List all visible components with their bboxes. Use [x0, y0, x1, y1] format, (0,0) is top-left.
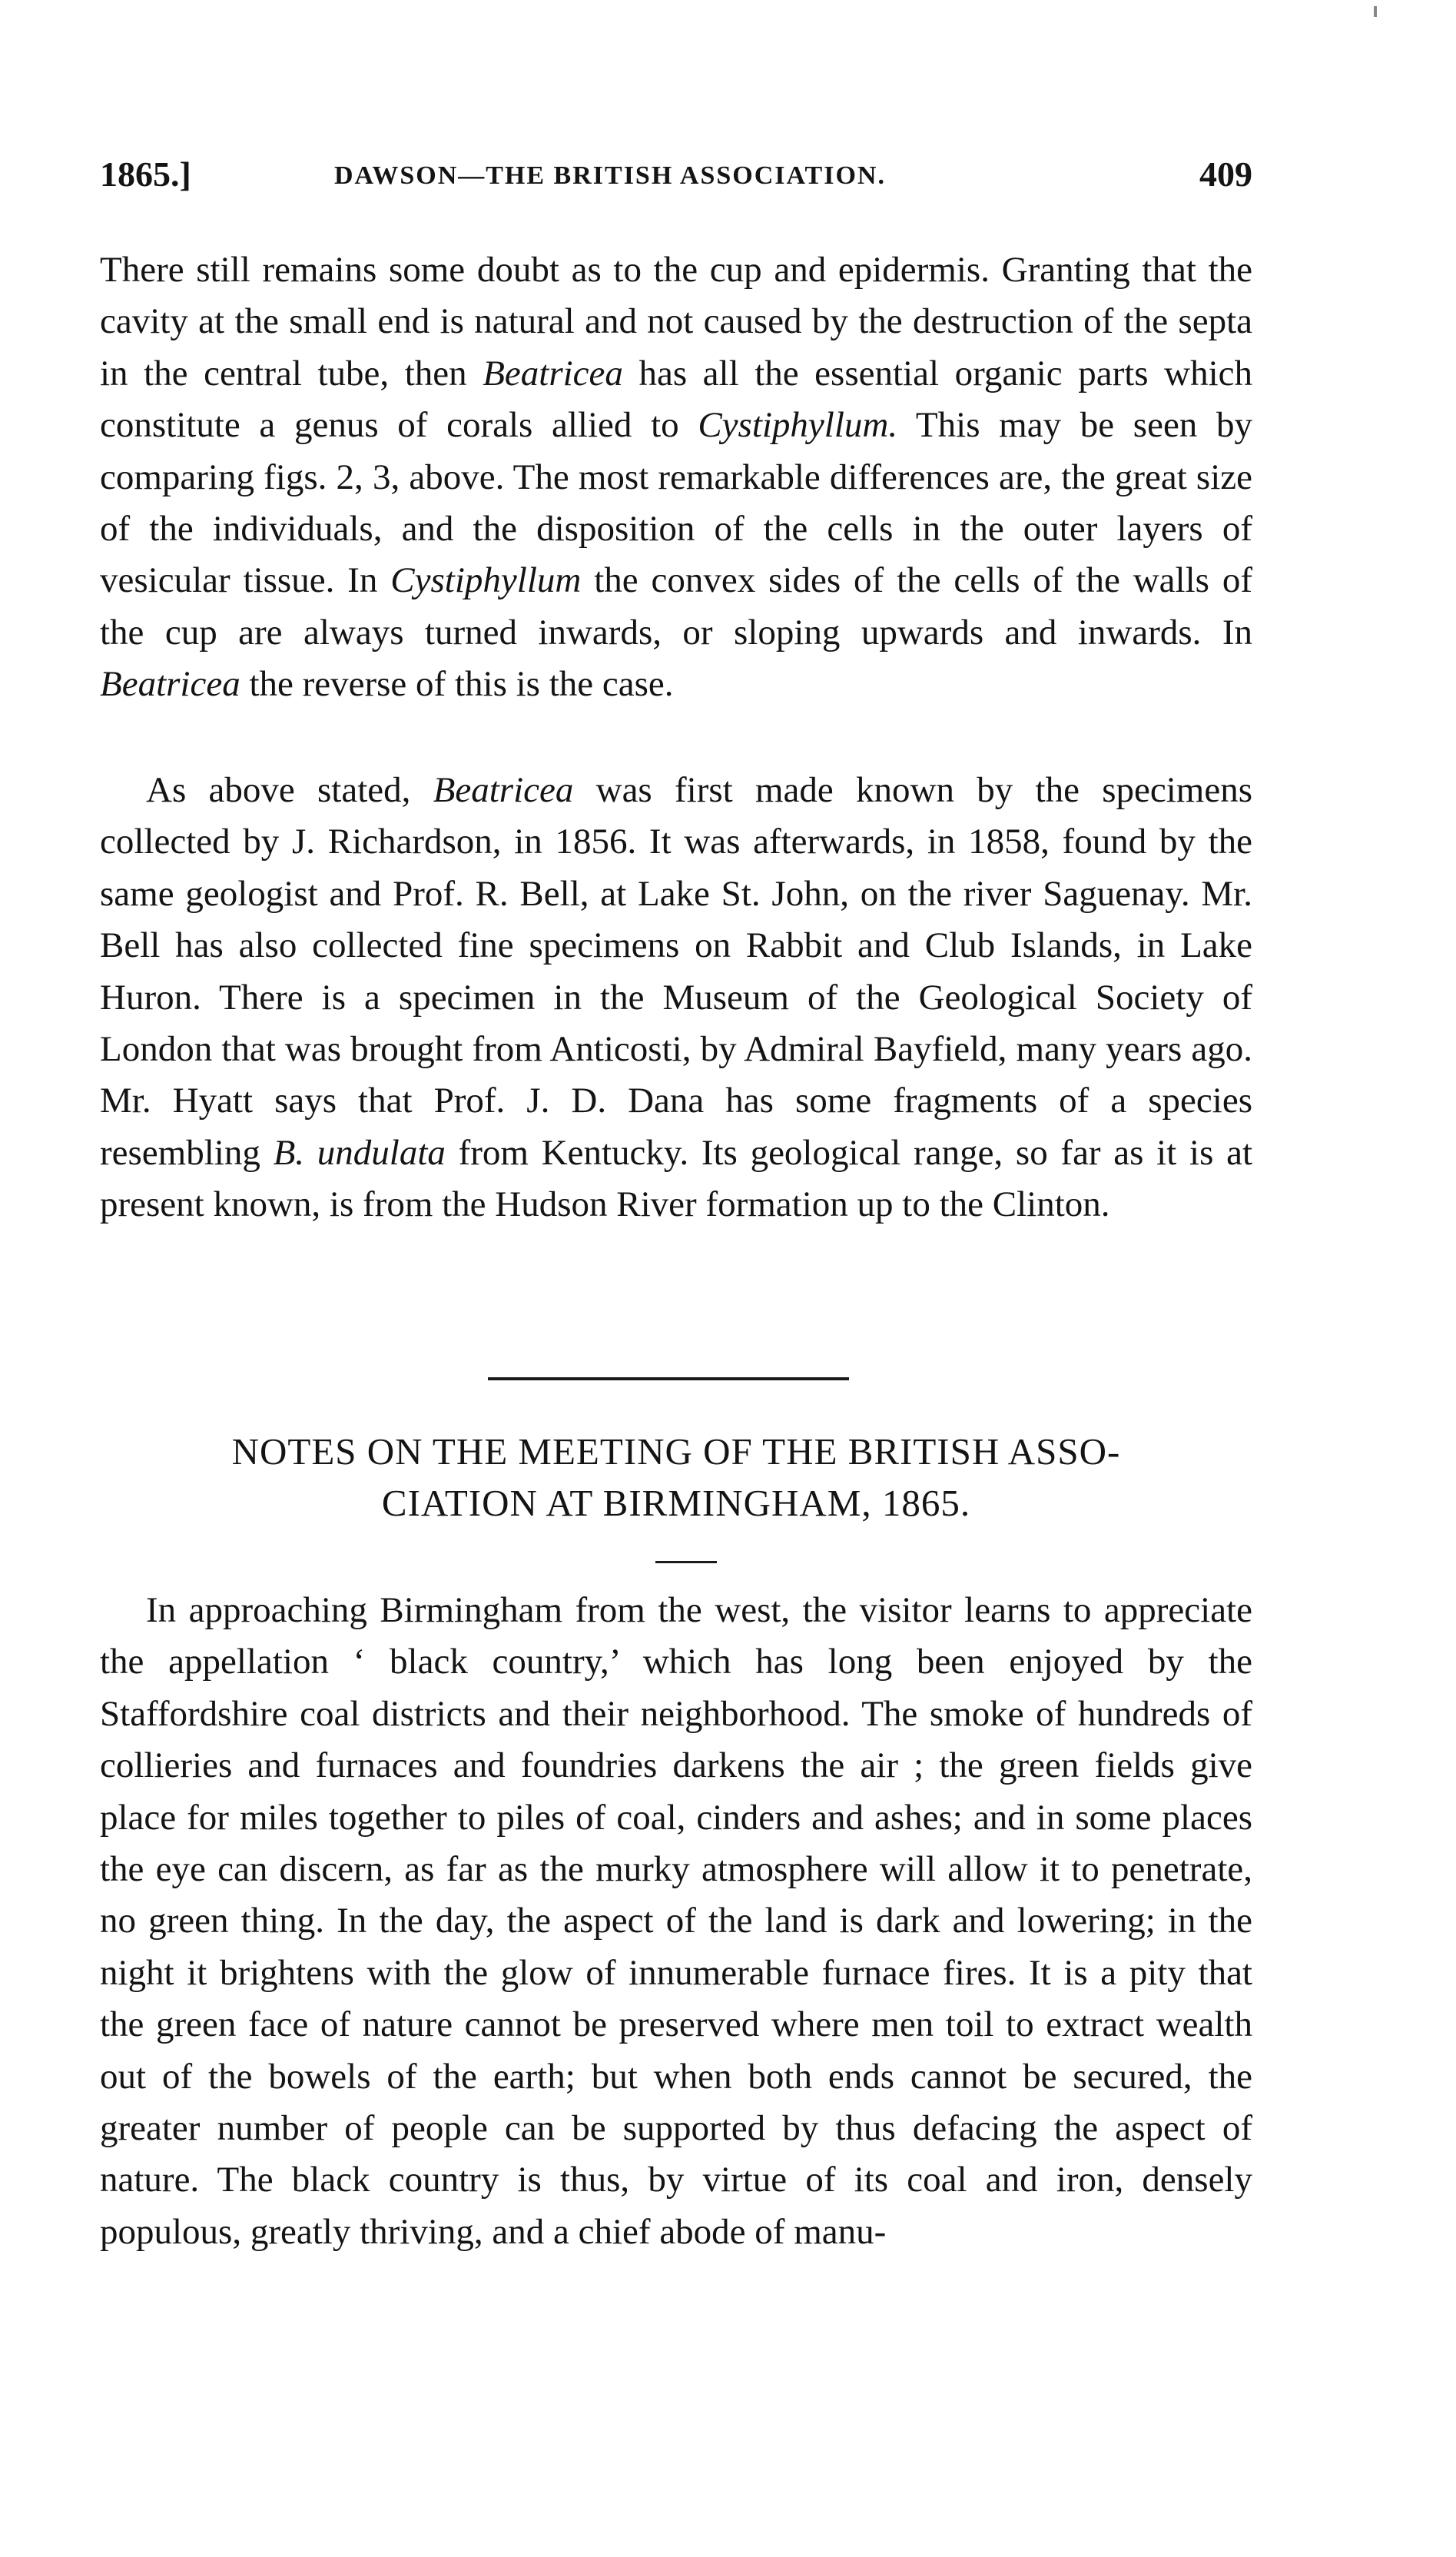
running-head-year: 1865.]: [100, 154, 191, 194]
italic-term: Beatricea: [100, 664, 240, 705]
text-run: was first made known by the specimens collected by J. Richardson, in 1856. It was afterwards, in 1858, found by the same geologist and Prof. R. Bell, at Lake St. John, on the river Saguenay. Mr. Bell has also collected fine specimens on Rabbit and Club Islands, in Lake Huron. There is a specimen in the Museum of the Geological Society of London that was brought from Anticosti, by Admiral Bayfield, many years ago. Mr. Hyatt says that Prof. J. D. Dana has some fragments of a species resembling: [100, 770, 1252, 1173]
text-run: There still remains some doubt as to the cup and epidermis. Granting that the cavity at the small end is natural and not caused by the destruction of the septa in the central tube, then: [100, 250, 1252, 394]
paragraph-3: [100, 1585, 1252, 2258]
paragraph-1: [100, 244, 1252, 711]
article-heading-line-1: NOTES ON THE MEETING OF THE BRITISH ASSO-: [231, 1430, 1121, 1473]
article-heading-line-2: CIATION AT BIRMINGHAM, 1865.: [381, 1482, 971, 1524]
text-run: In approaching Birmingham from the west, the visitor learns to appreciate the appellation ‘ black country,’ which has long been enjoyed by the Staffordshire coal districts and their neighborhood. The smoke of hundreds of collieries and furnaces and foundries darkens the air ; the green fields give place for miles together to piles of coal, cinders and ashes; and in some places the eye can discern, as far as the murky atmosphere will allow it to penetrate, no green thing. In the day, the aspect of the land is dark and lowering; in the night it brightens with the glow of innumerable furnace fires. It is a pity that the green face of nature cannot be preserved where men toil to extract wealth out of the bowels of the earth; but when both ends cannot be secured, the greater number of people can be supported by thus defacing the aspect of nature. The black country is thus, by virtue of its coal and iron, densely populous, greatly thriving, and a chief abode of manu-: [100, 1590, 1252, 2252]
scan-mark: [1374, 6, 1377, 17]
text-run: the convex sides of the cells of the walls of the cup are always turned inwards, or sloping upwards and inwards. In: [100, 560, 1252, 653]
text-run: This may be seen by comparing figs. 2, 3, above. The most remarkable differences are, the great size of the individuals, and the disposition of the cells in the outer layers of vesicular tissue. In: [100, 405, 1252, 601]
text-run: As above stated,: [146, 770, 433, 810]
paragraph-2: [100, 765, 1252, 1231]
running-head: [100, 154, 1252, 200]
italic-term: B. undulata: [273, 1132, 446, 1173]
italic-term: Beatricea: [483, 353, 623, 394]
heading-rule: [655, 1561, 717, 1563]
italic-term: Cystiphyllum.: [698, 405, 898, 446]
italic-term: Beatricea: [433, 770, 574, 810]
text-run: from Kentucky. Its geological range, so far as it is at present known, is from the Hudson River formation up to the Clinton.: [100, 1132, 1253, 1225]
page-number: 409: [1199, 154, 1252, 194]
running-head-title: DAWSON—THE BRITISH ASSOCIATION.: [334, 161, 886, 190]
text-run: has all the essential organic parts which constitute a genus of corals allied to: [100, 353, 1252, 446]
section-divider: [488, 1377, 849, 1380]
text-run: the reverse of this is the case.: [240, 664, 674, 705]
article-heading: [100, 1426, 1252, 1529]
italic-term: Cystiphyllum: [390, 560, 582, 601]
